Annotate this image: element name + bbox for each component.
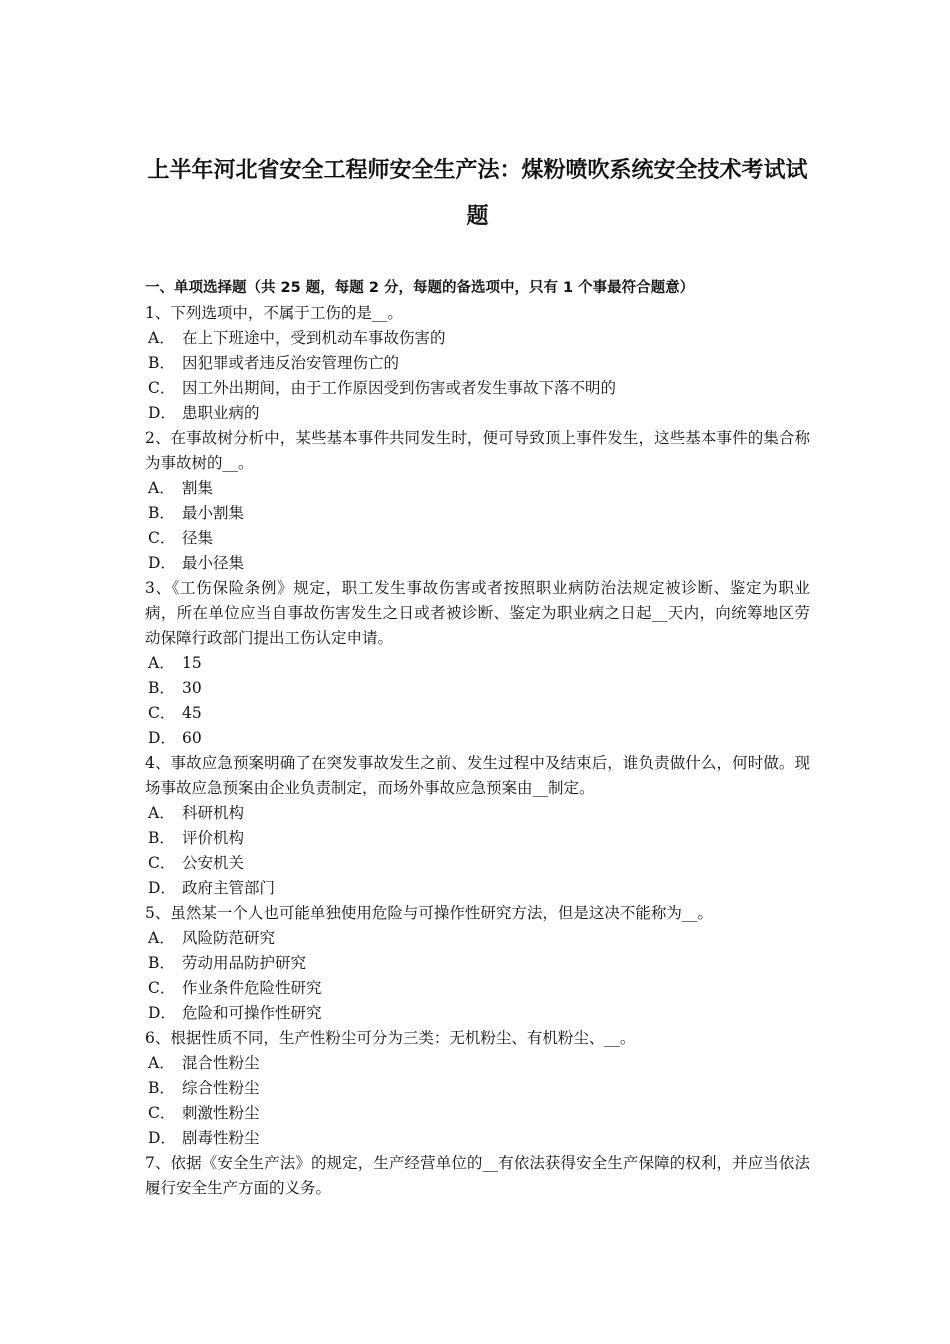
option-letter: C．: [148, 704, 176, 722]
option-text: 劳动用品防护研究: [182, 954, 307, 972]
answer-option: [145, 676, 810, 701]
option-letter: D．: [148, 729, 176, 747]
option-letter: A．: [148, 929, 175, 947]
answer-option: [145, 1076, 810, 1101]
question-stem: 5、虽然某一个人也可能单独使用危险与可操作性研究方法，但是这决不能称为__。: [145, 904, 713, 922]
option-letter: D．: [148, 404, 176, 422]
question-item: [145, 1026, 810, 1151]
option-list: [145, 326, 810, 426]
option-text: 作业条件危险性研究: [182, 979, 322, 997]
answer-option: [145, 926, 810, 951]
option-letter: C．: [148, 979, 176, 997]
option-letter: C．: [148, 854, 176, 872]
option-list: [145, 651, 810, 751]
option-letter: D．: [148, 554, 176, 572]
option-text: 30: [182, 679, 202, 697]
answer-option: [145, 826, 810, 851]
option-text: 混合性粉尘: [182, 1054, 260, 1072]
option-letter: B．: [148, 954, 175, 972]
option-letter: A．: [148, 804, 175, 822]
answer-option: [145, 1101, 810, 1126]
option-text: 患职业病的: [182, 404, 260, 422]
document-page: [145, 148, 810, 1201]
answer-option: [145, 951, 810, 976]
option-letter: B．: [148, 679, 175, 697]
answer-option: [145, 351, 810, 376]
answer-option: [145, 501, 810, 526]
answer-option: [145, 976, 810, 1001]
question-stem: 7、依据《安全生产法》的规定，生产经营单位的__有依法获得安全生产保障的权利，并应当依法履行安全生产方面的义务。: [145, 1154, 810, 1197]
option-list: [145, 476, 810, 576]
question-stem: 3、《工伤保险条例》规定，职工发生事故伤害或者按照职业病防治法规定被诊断、鉴定为职业病，所在单位应当自事故伤害发生之日或者被诊断、鉴定为职业病之日起__天内，向统筹地区劳动保障行政部门提出工伤认定申请。: [145, 579, 810, 647]
answer-option: [145, 326, 810, 351]
question-item: [145, 426, 810, 576]
option-text: 60: [182, 729, 202, 747]
question-item: [145, 901, 810, 1026]
option-list: [145, 1051, 810, 1151]
answer-option: [145, 376, 810, 401]
option-letter: A．: [148, 654, 175, 672]
option-list: [145, 926, 810, 1026]
option-letter: C．: [148, 1104, 176, 1122]
question-stem: 4、事故应急预案明确了在突发事故发生之前、发生过程中及结束后，谁负责做什么，何时做。现场事故应急预案由企业负责制定，而场外事故应急预案由__制定。: [145, 754, 810, 797]
option-text: 危险和可操作性研究: [182, 1004, 322, 1022]
option-list: [145, 801, 810, 901]
option-text: 在上下班途中，受到机动车事故伤害的: [182, 329, 446, 347]
option-letter: A．: [148, 329, 175, 347]
option-text: 因犯罪或者违反治安管理伤亡的: [182, 354, 400, 372]
option-letter: B．: [148, 829, 175, 847]
option-text: 因工外出期间，由于工作原因受到伤害或者发生事故下落不明的: [182, 379, 617, 397]
answer-option: [145, 726, 810, 751]
option-text: 割集: [182, 479, 214, 497]
option-letter: D．: [148, 1129, 176, 1147]
option-text: 综合性粉尘: [182, 1079, 260, 1097]
answer-option: [145, 651, 810, 676]
option-text: 15: [182, 654, 202, 672]
question-item: [145, 576, 810, 751]
option-letter: A．: [148, 479, 175, 497]
answer-option: [145, 701, 810, 726]
answer-option: [145, 551, 810, 576]
option-text: 科研机构: [182, 804, 245, 822]
question-list: [145, 301, 810, 1201]
option-text: 45: [182, 704, 202, 722]
option-letter: B．: [148, 354, 175, 372]
answer-option: [145, 476, 810, 501]
question-stem: 6、根据性质不同，生产性粉尘可分为三类：无机粉尘、有机粉尘、__。: [145, 1029, 636, 1047]
answer-option: [145, 801, 810, 826]
answer-option: [145, 1051, 810, 1076]
section-heading: 一、单项选择题（共 25 题，每题 2 分，每题的备选项中，只有 1 个事最符合题意）: [145, 280, 695, 296]
answer-option: [145, 401, 810, 426]
question-stem: 1、下列选项中，不属于工伤的是__。: [145, 304, 403, 322]
option-letter: C．: [148, 529, 176, 547]
question-item: [145, 751, 810, 901]
answer-option: [145, 876, 810, 901]
document-title: 上半年河北省安全工程师安全生产法：煤粉喷吹系统安全技术考试试题: [147, 158, 808, 229]
option-letter: B．: [148, 504, 175, 522]
question-stem: 2、在事故树分析中，某些基本事件共同发生时，便可导致顶上事件发生，这些基本事件的集合称为事故树的__。: [145, 429, 810, 472]
option-text: 最小径集: [182, 554, 245, 572]
option-letter: B．: [148, 1079, 175, 1097]
option-letter: D．: [148, 879, 176, 897]
option-letter: D．: [148, 1004, 176, 1022]
option-text: 评价机构: [182, 829, 245, 847]
answer-option: [145, 526, 810, 551]
option-text: 风险防范研究: [182, 929, 276, 947]
option-text: 径集: [182, 529, 214, 547]
option-text: 最小割集: [182, 504, 245, 522]
answer-option: [145, 1001, 810, 1026]
option-text: 剧毒性粉尘: [182, 1129, 260, 1147]
answer-option: [145, 851, 810, 876]
option-letter: A．: [148, 1054, 175, 1072]
question-item: [145, 301, 810, 426]
option-text: 政府主管部门: [182, 879, 276, 897]
option-text: 公安机关: [182, 854, 245, 872]
question-item: [145, 1151, 810, 1201]
answer-option: [145, 1126, 810, 1151]
option-text: 刺激性粉尘: [182, 1104, 260, 1122]
option-letter: C．: [148, 379, 176, 397]
